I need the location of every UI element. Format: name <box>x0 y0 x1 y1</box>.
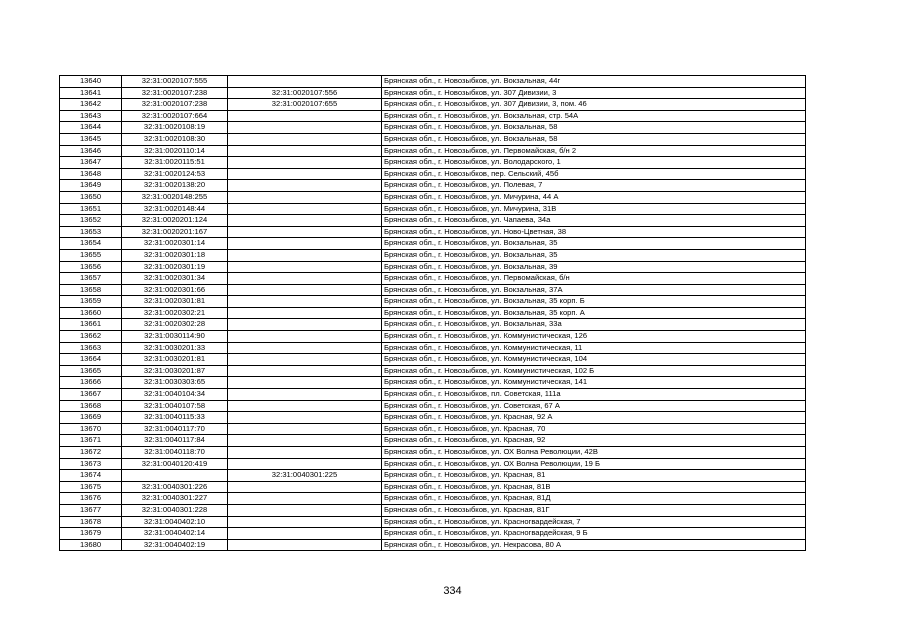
related-cadastral-number-cell: 32:31:0040301:225 <box>228 470 382 482</box>
address-cell: Брянская обл., г. Новозыбков, ул. Красная, 92 <box>382 435 806 447</box>
address-cell: Брянская обл., г. Новозыбков, ул. ОХ Волна Революции, 19 Б <box>382 458 806 470</box>
address-cell: Брянская обл., г. Новозыбков, ул. 307 Дивизии, 3, пом. 46 <box>382 99 806 111</box>
row-number-cell: 13641 <box>60 87 122 99</box>
table-row <box>60 365 806 377</box>
table-row <box>60 400 806 412</box>
row-number-cell: 13663 <box>60 342 122 354</box>
address-cell: Брянская обл., г. Новозыбков, ул. Красная, 92 А <box>382 412 806 424</box>
table-row <box>60 307 806 319</box>
related-cadastral-number-cell <box>228 133 382 145</box>
address-cell: Брянская обл., г. Новозыбков, ул. Красная, 81Г <box>382 504 806 516</box>
address-cell: Брянская обл., г. Новозыбков, ул. Первомайская, б/н <box>382 273 806 285</box>
row-number-cell: 13640 <box>60 76 122 88</box>
row-number-cell: 13650 <box>60 191 122 203</box>
address-cell: Брянская обл., г. Новозыбков, ул. Вокзальная, 37А <box>382 284 806 296</box>
related-cadastral-number-cell <box>228 481 382 493</box>
address-cell: Брянская обл., г. Новозыбков, ул. Советская, 67 А <box>382 400 806 412</box>
table-row <box>60 354 806 366</box>
related-cadastral-number-cell <box>228 145 382 157</box>
related-cadastral-number-cell <box>228 157 382 169</box>
address-cell: Брянская обл., г. Новозыбков, ул. Вокзальная, 35 <box>382 238 806 250</box>
table-row <box>60 203 806 215</box>
address-cell: Брянская обл., г. Новозыбков, ул. Коммунистическая, 11 <box>382 342 806 354</box>
cadastral-number-cell <box>122 470 228 482</box>
row-number-cell: 13642 <box>60 99 122 111</box>
related-cadastral-number-cell <box>228 342 382 354</box>
cadastral-number-cell: 32:31:0020108:30 <box>122 133 228 145</box>
cadastral-number-cell: 32:31:0020148:44 <box>122 203 228 215</box>
related-cadastral-number-cell <box>228 307 382 319</box>
table-row <box>60 261 806 273</box>
cadastral-number-cell: 32:31:0030303:65 <box>122 377 228 389</box>
cadastral-number-cell: 32:31:0020138:20 <box>122 180 228 192</box>
cadastral-number-cell: 32:31:0040402:19 <box>122 539 228 551</box>
row-number-cell: 13678 <box>60 516 122 528</box>
address-cell: Брянская обл., г. Новозыбков, пл. Советская, 111а <box>382 389 806 401</box>
cadastral-number-cell: 32:31:0020302:28 <box>122 319 228 331</box>
row-number-cell: 13643 <box>60 110 122 122</box>
table-row <box>60 99 806 111</box>
address-cell: Брянская обл., г. Новозыбков, ул. Красногвардейская, 9 Б <box>382 528 806 540</box>
address-cell: Брянская обл., г. Новозыбков, ул. Вокзальная, 35 <box>382 249 806 261</box>
related-cadastral-number-cell <box>228 377 382 389</box>
row-number-cell: 13644 <box>60 122 122 134</box>
address-cell: Брянская обл., г. Новозыбков, ул. Коммунистическая, 102 Б <box>382 365 806 377</box>
table-row <box>60 412 806 424</box>
table-row <box>60 319 806 331</box>
row-number-cell: 13680 <box>60 539 122 551</box>
table-row <box>60 238 806 250</box>
related-cadastral-number-cell <box>228 110 382 122</box>
related-cadastral-number-cell <box>228 365 382 377</box>
cadastral-number-cell: 32:31:0020301:18 <box>122 249 228 261</box>
row-number-cell: 13677 <box>60 504 122 516</box>
table-row <box>60 157 806 169</box>
table-row <box>60 504 806 516</box>
table-row <box>60 215 806 227</box>
related-cadastral-number-cell <box>228 238 382 250</box>
cadastral-number-cell: 32:31:0020302:21 <box>122 307 228 319</box>
table-row <box>60 447 806 459</box>
table-row <box>60 180 806 192</box>
address-cell: Брянская обл., г. Новозыбков, ул. Мичурина, 44 А <box>382 191 806 203</box>
row-number-cell: 13645 <box>60 133 122 145</box>
row-number-cell: 13646 <box>60 145 122 157</box>
address-cell: Брянская обл., г. Новозыбков, ул. Красногвардейская, 7 <box>382 516 806 528</box>
row-number-cell: 13653 <box>60 226 122 238</box>
cadastral-number-cell: 32:31:0020301:81 <box>122 296 228 308</box>
address-cell: Брянская обл., г. Новозыбков, ул. Ново-Цветная, 38 <box>382 226 806 238</box>
cadastral-number-cell: 32:31:0040301:228 <box>122 504 228 516</box>
row-number-cell: 13673 <box>60 458 122 470</box>
cadastral-number-cell: 32:31:0040402:14 <box>122 528 228 540</box>
row-number-cell: 13670 <box>60 423 122 435</box>
row-number-cell: 13651 <box>60 203 122 215</box>
cadastral-number-cell: 32:31:0040115:33 <box>122 412 228 424</box>
related-cadastral-number-cell <box>228 493 382 505</box>
row-number-cell: 13652 <box>60 215 122 227</box>
address-cell: Брянская обл., г. Новозыбков, ул. Вокзальная, 35 корп. А <box>382 307 806 319</box>
table-row <box>60 284 806 296</box>
row-number-cell: 13662 <box>60 331 122 343</box>
cadastral-number-cell: 32:31:0020201:167 <box>122 226 228 238</box>
cadastral-number-cell: 32:31:0040117:84 <box>122 435 228 447</box>
cadastral-number-cell: 32:31:0020301:66 <box>122 284 228 296</box>
related-cadastral-number-cell <box>228 168 382 180</box>
table-row <box>60 249 806 261</box>
table-row <box>60 226 806 238</box>
row-number-cell: 13669 <box>60 412 122 424</box>
table-row <box>60 470 806 482</box>
cadastral-number-cell: 32:31:0020148:255 <box>122 191 228 203</box>
address-cell: Брянская обл., г. Новозыбков, ул. Вокзальная, 44г <box>382 76 806 88</box>
related-cadastral-number-cell <box>228 504 382 516</box>
related-cadastral-number-cell <box>228 331 382 343</box>
related-cadastral-number-cell <box>228 528 382 540</box>
row-number-cell: 13654 <box>60 238 122 250</box>
cadastral-number-cell: 32:31:0040117:70 <box>122 423 228 435</box>
row-number-cell: 13647 <box>60 157 122 169</box>
table-row <box>60 168 806 180</box>
related-cadastral-number-cell <box>228 458 382 470</box>
cadastral-number-cell: 32:31:0020301:34 <box>122 273 228 285</box>
table-row <box>60 191 806 203</box>
table-row <box>60 145 806 157</box>
address-cell: Брянская обл., г. Новозыбков, пер. Сельский, 45б <box>382 168 806 180</box>
table-row <box>60 76 806 88</box>
address-cell: Брянская обл., г. Новозыбков, ул. Коммунистическая, 141 <box>382 377 806 389</box>
page-number: 334 <box>443 585 462 597</box>
table-row <box>60 539 806 551</box>
cadastral-number-cell: 32:31:0020107:238 <box>122 87 228 99</box>
related-cadastral-number-cell <box>228 400 382 412</box>
related-cadastral-number-cell <box>228 423 382 435</box>
table-row <box>60 528 806 540</box>
row-number-cell: 13660 <box>60 307 122 319</box>
related-cadastral-number-cell <box>228 319 382 331</box>
table-row <box>60 331 806 343</box>
table-row <box>60 342 806 354</box>
address-cell: Брянская обл., г. Новозыбков, ул. Красная, 81Д <box>382 493 806 505</box>
related-cadastral-number-cell <box>228 539 382 551</box>
related-cadastral-number-cell <box>228 203 382 215</box>
related-cadastral-number-cell <box>228 215 382 227</box>
cadastral-number-cell: 32:31:0020107:664 <box>122 110 228 122</box>
table-row <box>60 273 806 285</box>
table-row <box>60 458 806 470</box>
related-cadastral-number-cell <box>228 76 382 88</box>
row-number-cell: 13674 <box>60 470 122 482</box>
cadastral-number-cell: 32:31:0040402:10 <box>122 516 228 528</box>
address-cell: Брянская обл., г. Новозыбков, ул. Коммунистическая, 126 <box>382 331 806 343</box>
cadastral-number-cell: 32:31:0040107:58 <box>122 400 228 412</box>
address-cell: Брянская обл., г. Новозыбков, ул. Вокзальная, 58 <box>382 122 806 134</box>
registry-table <box>59 75 806 551</box>
cadastral-number-cell: 32:31:0040301:226 <box>122 481 228 493</box>
cadastral-number-cell: 32:31:0020107:238 <box>122 99 228 111</box>
related-cadastral-number-cell <box>228 180 382 192</box>
cadastral-number-cell: 32:31:0020124:53 <box>122 168 228 180</box>
cadastral-number-cell: 32:31:0030114:90 <box>122 331 228 343</box>
row-number-cell: 13672 <box>60 447 122 459</box>
row-number-cell: 13671 <box>60 435 122 447</box>
cadastral-number-cell: 32:31:0020115:51 <box>122 157 228 169</box>
related-cadastral-number-cell: 32:31:0020107:556 <box>228 87 382 99</box>
related-cadastral-number-cell <box>228 296 382 308</box>
table-row <box>60 133 806 145</box>
address-cell: Брянская обл., г. Новозыбков, ул. Первомайская, б/н 2 <box>382 145 806 157</box>
table-row <box>60 389 806 401</box>
cadastral-number-cell: 32:31:0020108:19 <box>122 122 228 134</box>
table-row <box>60 122 806 134</box>
cadastral-number-cell: 32:31:0020301:14 <box>122 238 228 250</box>
address-cell: Брянская обл., г. Новозыбков, ул. ОХ Волна Революции, 42В <box>382 447 806 459</box>
address-cell: Брянская обл., г. Новозыбков, ул. 307 Дивизии, 3 <box>382 87 806 99</box>
cadastral-number-cell: 32:31:0020110:14 <box>122 145 228 157</box>
row-number-cell: 13659 <box>60 296 122 308</box>
related-cadastral-number-cell <box>228 354 382 366</box>
address-cell: Брянская обл., г. Новозыбков, ул. Вокзальная, стр. 54А <box>382 110 806 122</box>
row-number-cell: 13665 <box>60 365 122 377</box>
table-row <box>60 481 806 493</box>
registry-table-body <box>60 76 806 551</box>
cadastral-number-cell: 32:31:0040118:70 <box>122 447 228 459</box>
address-cell: Брянская обл., г. Новозыбков, ул. Полевая, 7 <box>382 180 806 192</box>
address-cell: Брянская обл., г. Новозыбков, ул. Красная, 81 <box>382 470 806 482</box>
table-row <box>60 110 806 122</box>
related-cadastral-number-cell <box>228 389 382 401</box>
address-cell: Брянская обл., г. Новозыбков, ул. Вокзальная, 33а <box>382 319 806 331</box>
row-number-cell: 13648 <box>60 168 122 180</box>
related-cadastral-number-cell <box>228 122 382 134</box>
related-cadastral-number-cell <box>228 261 382 273</box>
address-cell: Брянская обл., г. Новозыбков, ул. Красная, 81В <box>382 481 806 493</box>
row-number-cell: 13667 <box>60 389 122 401</box>
row-number-cell: 13649 <box>60 180 122 192</box>
cadastral-number-cell: 32:31:0040104:34 <box>122 389 228 401</box>
row-number-cell: 13655 <box>60 249 122 261</box>
table-row <box>60 87 806 99</box>
address-cell: Брянская обл., г. Новозыбков, ул. Вокзальная, 39 <box>382 261 806 273</box>
table-row <box>60 493 806 505</box>
related-cadastral-number-cell <box>228 191 382 203</box>
address-cell: Брянская обл., г. Новозыбков, ул. Чапаева, 34а <box>382 215 806 227</box>
row-number-cell: 13676 <box>60 493 122 505</box>
address-cell: Брянская обл., г. Новозыбков, ул. Вокзальная, 35 корп. Б <box>382 296 806 308</box>
row-number-cell: 13658 <box>60 284 122 296</box>
row-number-cell: 13664 <box>60 354 122 366</box>
cadastral-number-cell: 32:31:0040301:227 <box>122 493 228 505</box>
row-number-cell: 13657 <box>60 273 122 285</box>
row-number-cell: 13656 <box>60 261 122 273</box>
related-cadastral-number-cell <box>228 447 382 459</box>
address-cell: Брянская обл., г. Новозыбков, ул. Вокзальная, 58 <box>382 133 806 145</box>
address-cell: Брянская обл., г. Новозыбков, ул. Некрасова, 80 А <box>382 539 806 551</box>
row-number-cell: 13661 <box>60 319 122 331</box>
table-row <box>60 435 806 447</box>
related-cadastral-number-cell <box>228 516 382 528</box>
row-number-cell: 13666 <box>60 377 122 389</box>
related-cadastral-number-cell <box>228 435 382 447</box>
table-row <box>60 296 806 308</box>
table-row <box>60 423 806 435</box>
row-number-cell: 13668 <box>60 400 122 412</box>
related-cadastral-number-cell: 32:31:0020107:655 <box>228 99 382 111</box>
related-cadastral-number-cell <box>228 226 382 238</box>
row-number-cell: 13679 <box>60 528 122 540</box>
table-row <box>60 377 806 389</box>
cadastral-number-cell: 32:31:0030201:33 <box>122 342 228 354</box>
address-cell: Брянская обл., г. Новозыбков, ул. Коммунистическая, 104 <box>382 354 806 366</box>
row-number-cell: 13675 <box>60 481 122 493</box>
cadastral-number-cell: 32:31:0030201:87 <box>122 365 228 377</box>
cadastral-number-cell: 32:31:0020301:19 <box>122 261 228 273</box>
cadastral-number-cell: 32:31:0020107:555 <box>122 76 228 88</box>
cadastral-number-cell: 32:31:0030201:81 <box>122 354 228 366</box>
cadastral-number-cell: 32:31:0020201:124 <box>122 215 228 227</box>
related-cadastral-number-cell <box>228 412 382 424</box>
related-cadastral-number-cell <box>228 249 382 261</box>
related-cadastral-number-cell <box>228 284 382 296</box>
address-cell: Брянская обл., г. Новозыбков, ул. Мичурина, 31В <box>382 203 806 215</box>
cadastral-number-cell: 32:31:0040120:419 <box>122 458 228 470</box>
table-row <box>60 516 806 528</box>
address-cell: Брянская обл., г. Новозыбков, ул. Володарского, 1 <box>382 157 806 169</box>
address-cell: Брянская обл., г. Новозыбков, ул. Красная, 70 <box>382 423 806 435</box>
related-cadastral-number-cell <box>228 273 382 285</box>
